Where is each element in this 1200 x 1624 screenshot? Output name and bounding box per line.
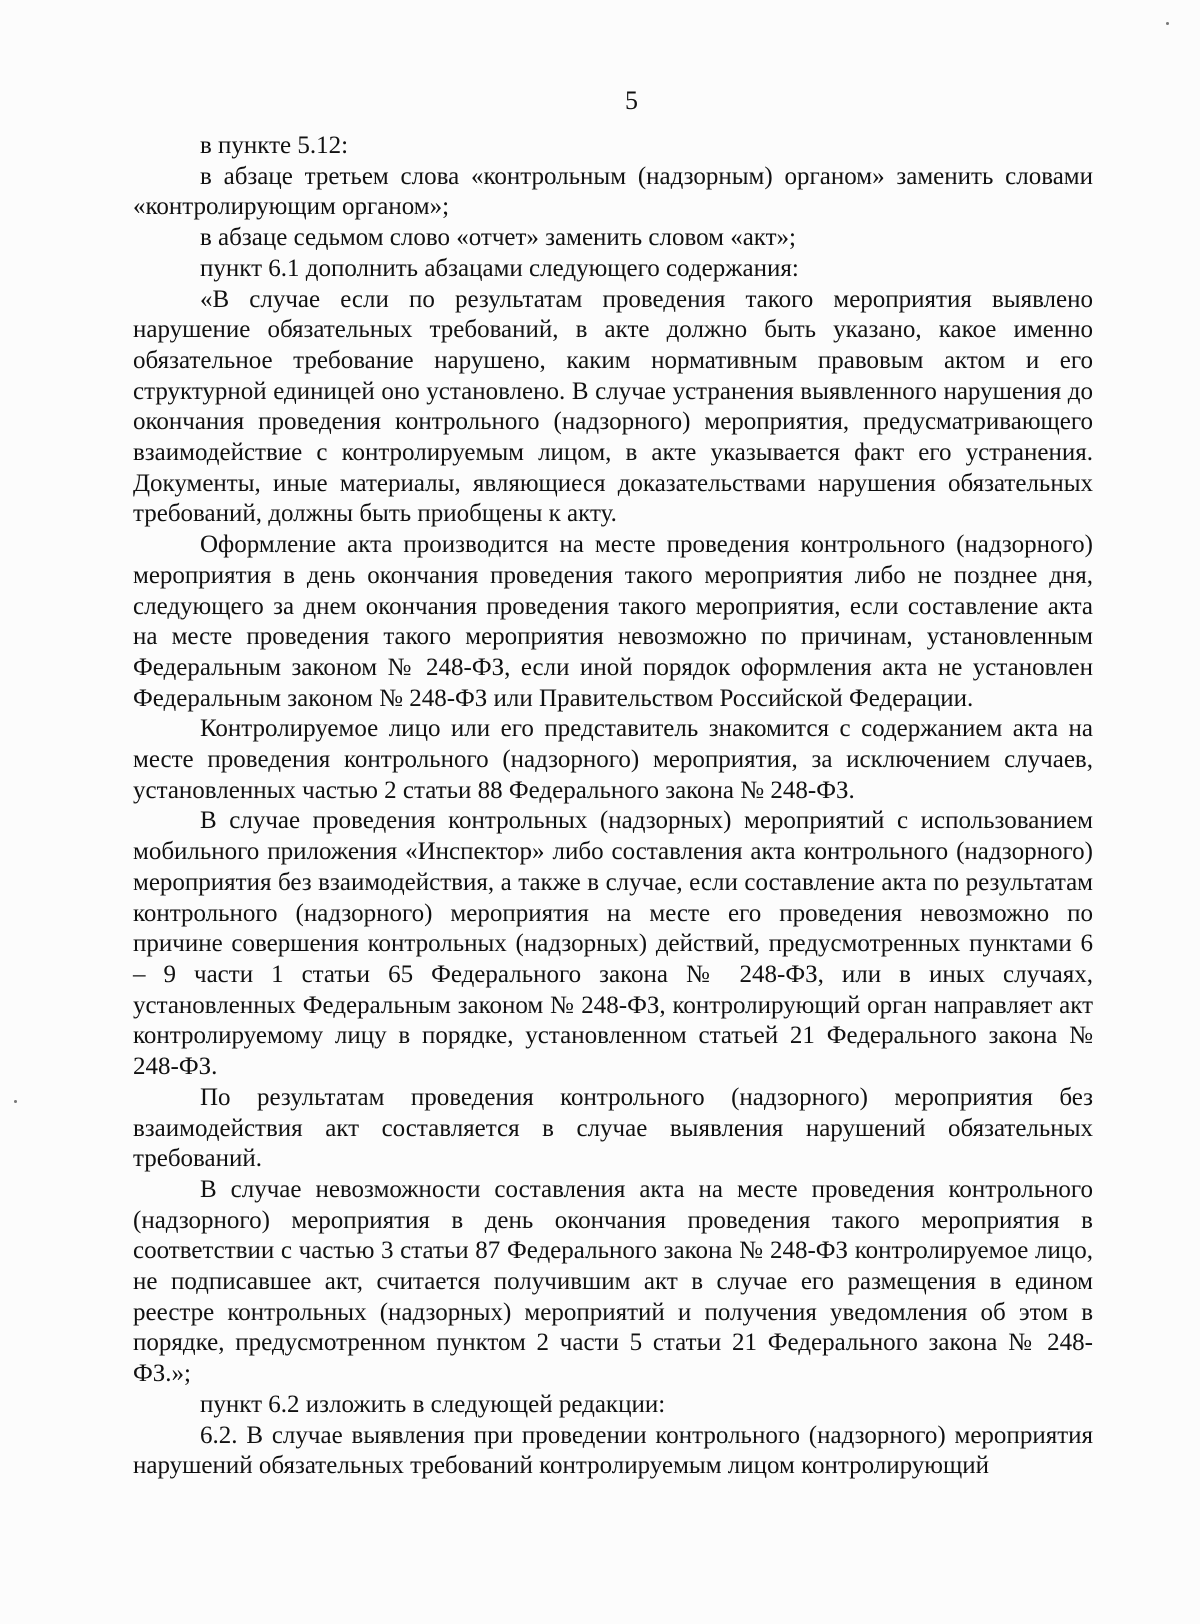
paragraph-10: В случае невозможности составления акта на месте проведения контрольного (надзорного) мероприятия в день окончания проведения такого мероприятия в соответствии с частью 3 статьи 87 Федерального закона № 248-ФЗ контролируемое лицо, не подписавшее акт, считается получившим акт в случае его размещения в едином реестре контрольных (надзорных) мероприятий и получения уведомления об этом в порядке, предусмотренном пунктом 2 части 5 статьи 21 Федерального закона № 248-ФЗ.»;: [133, 1175, 1093, 1388]
paragraph-4: пункт 6.1 дополнить абзацами следующего содержания:: [200, 254, 799, 282]
paragraph-1: в пункте 5.12:: [200, 132, 349, 159]
paragraph-9: По результатам проведения контрольного (надзорного) мероприятия без взаимодействия акт составляется в случае выявления нарушений обязательных требований.: [133, 1083, 1093, 1173]
scan-speck: [1166, 22, 1169, 25]
paragraph-3: в абзаце седьмом слово «отчет» заменить словом «акт»;: [200, 224, 796, 252]
paragraph-12: 6.2. В случае выявления при проведении контрольного (надзорного) мероприятия нарушений обязательных требований контролируемым лицом контролирующий: [133, 1421, 1093, 1480]
page-number: 5: [625, 86, 638, 115]
document-body: [133, 131, 1093, 1482]
paragraph-6: Оформление акта производится на месте проведения контрольного (надзорного) мероприятия в день окончания проведения такого мероприятия либо не позднее дня, следующего за днем окончания проведения такого мероприятия, если составление акта на месте проведения такого мероприятия невозможно по причинам, установленным Федеральным законом № 248-ФЗ, если иной порядок оформления акта не установлен Федеральным законом № 248-ФЗ или Правительством Российской Федерации.: [133, 531, 1093, 712]
paragraph-2: в абзаце третьем слова «контрольным (надзорным) органом» заменить словами «контролирующим органом»;: [133, 162, 1093, 221]
paragraph-11: пункт 6.2 изложить в следующей редакции:: [200, 1390, 666, 1418]
paragraph-5: «В случае если по результатам проведения такого мероприятия выявлено нарушение обязательных требований, в акте должно быть указано, какое именно обязательное требование нарушено, каким нормативным правовым актом и его структурной единицей оно установлено. В случае устранения выявленного нарушения до окончания проведения контрольного (надзорного) мероприятия, предусматривающего взаимодействие с контролируемым лицом, в акте указывается факт его устранения. Документы, иные материалы, являющиеся доказательствами нарушения обязательных требований, должны быть приобщены к акту.: [133, 285, 1093, 528]
paragraph-8: В случае проведения контрольных (надзорных) мероприятий с использованием мобильного приложения «Инспектор» либо составления акта контрольного (надзорного) мероприятия без взаимодействия, а также в случае, если составление акта по результатам контрольного (надзорного) мероприятия на месте его проведения невозможно по причине совершения контрольных (надзорных) действий, предусмотренных пунктами 6 – 9 части 1 статьи 65 Федерального закона № 248-ФЗ, или в иных случаях, установленных Федеральным законом № 248-ФЗ, контролирующий орган направляет акт контролируемому лицу в порядке, установленном статьей 21 Федерального закона № 248-ФЗ.: [133, 807, 1093, 1081]
paragraph-7: Контролируемое лицо или его представитель знакомится с содержанием акта на месте проведения контрольного (надзорного) мероприятия, за исключением случаев, установленных частью 2 статьи 88 Федерального закона № 248-ФЗ.: [133, 715, 1093, 804]
scan-speck: [14, 1100, 17, 1103]
